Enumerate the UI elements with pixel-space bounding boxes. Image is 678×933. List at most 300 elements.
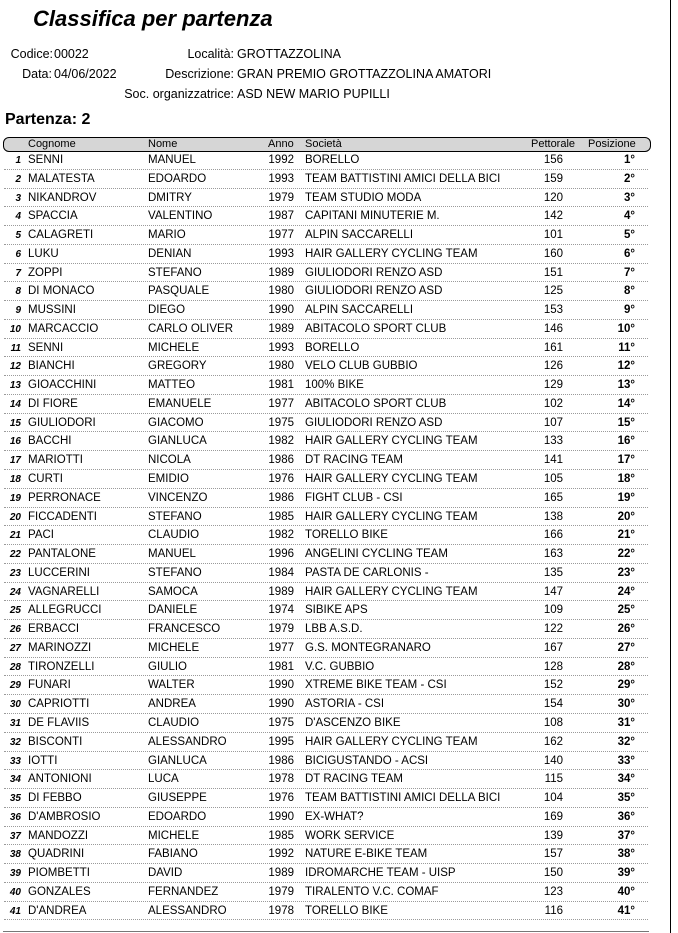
partenza-heading xyxy=(5,111,90,129)
anno-cell: 1989 xyxy=(268,322,294,335)
anno-cell: 1984 xyxy=(268,566,294,579)
table-row xyxy=(0,189,678,208)
pettorale-cell: 128 xyxy=(543,660,563,673)
row-index: 25 xyxy=(9,605,21,617)
row-index: 29 xyxy=(9,680,21,692)
row-index: 38 xyxy=(9,849,21,861)
societa-cell: CAPITANI MINUTERIE M. xyxy=(305,210,440,223)
row-index: 34 xyxy=(9,774,21,786)
anno-cell: 1993 xyxy=(268,247,294,260)
societa-cell: NATURE E-BIKE TEAM xyxy=(305,848,428,861)
cognome-cell: GIULIODORI xyxy=(28,416,96,429)
table-row xyxy=(0,170,678,189)
cognome-cell: MUSSINI xyxy=(28,304,76,317)
societa-cell: HAIR GALLERY CYCLING TEAM xyxy=(305,247,478,260)
pettorale-cell: 162 xyxy=(543,735,563,748)
table-row xyxy=(0,658,678,677)
row-index: 21 xyxy=(9,530,21,542)
posizione-cell: 3° xyxy=(624,191,635,204)
codice-value: 00022 xyxy=(54,47,89,61)
societa-cell: EX-WHAT? xyxy=(305,810,364,823)
nome-cell: MARIO xyxy=(148,229,186,242)
table-row xyxy=(0,245,678,264)
anno-cell: 1990 xyxy=(268,810,294,823)
table-row xyxy=(0,752,678,771)
pettorale-cell: 133 xyxy=(543,435,563,448)
posizione-cell: 25° xyxy=(617,604,635,617)
nome-cell: VALENTINO xyxy=(148,210,213,223)
pettorale-cell: 156 xyxy=(543,154,563,166)
societa-cell: ASTORIA - CSI xyxy=(305,698,385,711)
row-index: 10 xyxy=(9,323,21,335)
cognome-cell: SENNI xyxy=(28,341,64,354)
posizione-cell: 22° xyxy=(617,548,635,561)
cognome-cell: FUNARI xyxy=(28,679,71,692)
nome-cell: WALTER xyxy=(148,679,195,692)
cognome-cell: IOTTI xyxy=(28,754,58,767)
row-index: 23 xyxy=(9,567,21,579)
posizione-cell: 23° xyxy=(617,566,635,579)
cognome-cell: PIOMBETTI xyxy=(28,867,90,880)
table-row xyxy=(0,301,678,320)
row-index: 8 xyxy=(15,286,21,298)
data-label: Data: xyxy=(22,67,52,81)
posizione-cell: 38° xyxy=(617,848,635,861)
anno-cell: 1978 xyxy=(268,904,294,917)
anno-cell: 1976 xyxy=(268,792,294,805)
table-row xyxy=(0,808,678,827)
anno-cell: 1976 xyxy=(268,473,294,486)
localita-value: GROTTAZZOLINA xyxy=(237,47,341,61)
cognome-cell: VAGNARELLI xyxy=(28,585,100,598)
anno-cell: 1986 xyxy=(268,454,294,467)
nome-cell: STEFANO xyxy=(148,566,202,579)
anno-cell: 1978 xyxy=(268,773,294,786)
cognome-cell: DI FIORE xyxy=(28,397,78,410)
cognome-cell: ERBACCI xyxy=(28,623,80,636)
table-row xyxy=(0,789,678,808)
table-row xyxy=(0,883,678,902)
nome-cell: CLAUDIO xyxy=(148,529,200,542)
nome-cell: MICHELE xyxy=(148,641,200,654)
table-row xyxy=(0,357,678,376)
societa-cell: FIGHT CLUB - CSI xyxy=(305,491,403,504)
cognome-cell: MANDOZZI xyxy=(28,829,89,842)
nome-cell: DAVID xyxy=(148,867,183,880)
societa-cell: GIULIODORI RENZO ASD xyxy=(305,416,443,429)
posizione-cell: 26° xyxy=(617,623,635,636)
societa-cell: DT RACING TEAM xyxy=(305,773,403,786)
posizione-cell: 11° xyxy=(618,341,635,354)
societa-cell: HAIR GALLERY CYCLING TEAM xyxy=(305,435,478,448)
nome-cell: SAMOCA xyxy=(148,585,198,598)
societa-cell: BORELLO xyxy=(305,341,360,354)
pettorale-cell: 126 xyxy=(543,360,563,373)
anno-cell: 1980 xyxy=(268,360,294,373)
pettorale-cell: 152 xyxy=(543,679,563,692)
cognome-cell: SENNI xyxy=(28,154,64,166)
anno-cell: 1985 xyxy=(268,829,294,842)
societa-cell: BICIGUSTANDO - ACSI xyxy=(305,754,429,767)
table-row xyxy=(0,845,678,864)
societa-cell: BORELLO xyxy=(305,154,360,166)
data-value: 04/06/2022 xyxy=(54,67,117,81)
nome-cell: FERNANDEZ xyxy=(148,885,219,898)
anno-cell: 1989 xyxy=(268,867,294,880)
cognome-cell: CAPRIOTTI xyxy=(28,698,90,711)
societa-cell: WORK SERVICE xyxy=(305,829,395,842)
row-index: 22 xyxy=(9,549,21,561)
posizione-cell: 41° xyxy=(617,904,635,917)
row-index: 18 xyxy=(9,474,21,486)
table-row xyxy=(0,432,678,451)
posizione-cell: 27° xyxy=(617,641,635,654)
anno-cell: 1990 xyxy=(268,679,294,692)
societa-cell: ABITACOLO SPORT CLUB xyxy=(305,322,447,335)
cognome-cell: PERRONACE xyxy=(28,491,101,504)
cognome-cell: GIOACCHINI xyxy=(28,379,97,392)
nome-cell: ANDREA xyxy=(148,698,196,711)
posizione-cell: 31° xyxy=(617,716,635,729)
posizione-cell: 13° xyxy=(617,379,635,392)
table-row xyxy=(0,733,678,752)
posizione-cell: 30° xyxy=(617,698,635,711)
pettorale-cell: 125 xyxy=(543,285,563,298)
pettorale-cell: 153 xyxy=(543,304,563,317)
table-row xyxy=(0,770,678,789)
cognome-cell: QUADRINI xyxy=(28,848,85,861)
table-row xyxy=(0,526,678,545)
cognome-cell: CURTI xyxy=(28,473,63,486)
row-index: 4 xyxy=(15,211,21,223)
pettorale-cell: 163 xyxy=(543,548,563,561)
cognome-cell: CALAGRETI xyxy=(28,229,94,242)
nome-cell: MICHELE xyxy=(148,829,200,842)
table-row xyxy=(0,902,678,921)
nome-cell: VINCENZO xyxy=(148,491,208,504)
table-row xyxy=(0,451,678,470)
row-index: 27 xyxy=(9,642,21,654)
societa-cell: PASTA DE CARLONIS - xyxy=(305,566,429,579)
row-index: 33 xyxy=(9,755,21,767)
societa-cell: TORELLO BIKE xyxy=(305,904,388,917)
nome-cell: NICOLA xyxy=(148,454,191,467)
table-row xyxy=(0,620,678,639)
table-row xyxy=(0,864,678,883)
table-row xyxy=(0,508,678,527)
pettorale-cell: 107 xyxy=(543,416,563,429)
nome-cell: GIUSEPPE xyxy=(148,792,207,805)
nome-cell: GIACOMO xyxy=(148,416,204,429)
anno-cell: 1989 xyxy=(268,266,294,279)
nome-cell: DMITRY xyxy=(148,191,192,204)
posizione-cell: 35° xyxy=(617,792,635,805)
societa-cell: HAIR GALLERY CYCLING TEAM xyxy=(305,585,478,598)
row-index: 2 xyxy=(15,173,21,185)
table-row xyxy=(0,676,678,695)
anno-cell: 1979 xyxy=(268,191,294,204)
pettorale-cell: 101 xyxy=(543,229,563,242)
anno-cell: 1990 xyxy=(268,698,294,711)
posizione-cell: 15° xyxy=(617,416,635,429)
table-row xyxy=(0,564,678,583)
nome-cell: GIANLUCA xyxy=(148,435,207,448)
posizione-cell: 4° xyxy=(624,210,635,223)
row-index: 17 xyxy=(9,455,21,467)
posizione-cell: 1° xyxy=(624,154,635,166)
societa-cell: GIULIODORI RENZO ASD xyxy=(305,266,443,279)
societa-cell: D'ASCENZO BIKE xyxy=(305,716,401,729)
pettorale-cell: 109 xyxy=(543,604,563,617)
anno-cell: 1986 xyxy=(268,754,294,767)
posizione-cell: 33° xyxy=(617,754,635,767)
cognome-cell: LUKU xyxy=(28,247,59,260)
societa-cell: G.S. MONTEGRANARO xyxy=(305,641,431,654)
bottom-divider xyxy=(3,931,649,932)
cognome-cell: MARIOTTI xyxy=(28,454,83,467)
page-title: Classifica per partenza xyxy=(33,6,273,31)
row-index: 6 xyxy=(15,248,21,260)
pettorale-cell: 108 xyxy=(543,716,563,729)
row-index: 7 xyxy=(15,267,21,279)
row-index: 41 xyxy=(9,905,21,917)
table-row xyxy=(0,695,678,714)
societa-cell: GIULIODORI RENZO ASD xyxy=(305,285,443,298)
posizione-cell: 28° xyxy=(617,660,635,673)
anno-cell: 1974 xyxy=(268,604,294,617)
cognome-cell: D'ANDREA xyxy=(28,904,87,917)
pettorale-cell: 159 xyxy=(543,172,563,185)
societa-cell: TORELLO BIKE xyxy=(305,529,388,542)
anno-cell: 1979 xyxy=(268,885,294,898)
cognome-cell: NIKANDROV xyxy=(28,191,97,204)
pettorale-cell: 167 xyxy=(543,641,563,654)
posizione-cell: 14° xyxy=(617,397,635,410)
pettorale-cell: 123 xyxy=(543,885,563,898)
nome-cell: GIANLUCA xyxy=(148,754,207,767)
societa-cell: ALPIN SACCARELLI xyxy=(305,229,414,242)
nome-cell: GREGORY xyxy=(148,360,207,373)
table-row xyxy=(0,470,678,489)
pettorale-cell: 104 xyxy=(543,792,563,805)
col-societa: Società xyxy=(305,138,342,150)
row-index: 37 xyxy=(9,830,21,842)
posizione-cell: 24° xyxy=(617,585,635,598)
row-index: 12 xyxy=(9,361,21,373)
posizione-cell: 39° xyxy=(617,867,635,880)
societa-cell: TIRALENTO V.C. COMAF xyxy=(305,885,439,898)
codice-label: Codice: xyxy=(10,47,53,61)
nome-cell: ALESSANDRO xyxy=(148,735,227,748)
row-index: 24 xyxy=(9,586,21,598)
societa-cell: VELO CLUB GUBBIO xyxy=(305,360,418,373)
cognome-cell: D'AMBROSIO xyxy=(28,810,101,823)
anno-cell: 1986 xyxy=(268,491,294,504)
cognome-cell: MARCACCIO xyxy=(28,322,99,335)
societa-cell: DT RACING TEAM xyxy=(305,454,403,467)
col-pettorale: Pettorale xyxy=(531,138,576,150)
col-anno: Anno xyxy=(268,138,294,150)
pettorale-cell: 140 xyxy=(543,754,563,767)
nome-cell: EMIDIO xyxy=(148,473,189,486)
posizione-cell: 32° xyxy=(617,735,635,748)
pettorale-cell: 102 xyxy=(543,397,563,410)
row-index: 13 xyxy=(9,380,21,392)
table-header xyxy=(3,137,651,152)
row-index: 30 xyxy=(9,699,21,711)
anno-cell: 1977 xyxy=(268,641,294,654)
table-row xyxy=(0,282,678,301)
pettorale-cell: 120 xyxy=(543,191,563,204)
cognome-cell: PANTALONE xyxy=(28,548,96,561)
row-index: 11 xyxy=(10,342,21,354)
nome-cell: MANUEL xyxy=(148,548,196,561)
anno-cell: 1993 xyxy=(268,341,294,354)
cognome-cell: ZOPPI xyxy=(28,266,63,279)
pettorale-cell: 157 xyxy=(543,848,563,861)
cognome-cell: GONZALES xyxy=(28,885,91,898)
nome-cell: STEFANO xyxy=(148,510,202,523)
nome-cell: LUCA xyxy=(148,773,179,786)
posizione-cell: 8° xyxy=(624,285,635,298)
anno-cell: 1975 xyxy=(268,716,294,729)
posizione-cell: 37° xyxy=(617,829,635,842)
row-index: 31 xyxy=(9,717,21,729)
table-row xyxy=(0,207,678,226)
nome-cell: GIULIO xyxy=(148,660,187,673)
posizione-cell: 7° xyxy=(624,266,635,279)
nome-cell: CLAUDIO xyxy=(148,716,200,729)
nome-cell: EDOARDO xyxy=(148,810,207,823)
nome-cell: DENIAN xyxy=(148,247,192,260)
societa-cell: HAIR GALLERY CYCLING TEAM xyxy=(305,735,478,748)
row-index: 19 xyxy=(9,492,21,504)
pettorale-cell: 147 xyxy=(543,585,563,598)
societa-cell: IDROMARCHE TEAM - UISP xyxy=(305,867,456,880)
cognome-cell: MARINOZZI xyxy=(28,641,92,654)
societa-cell: 100% BIKE xyxy=(305,379,364,392)
pettorale-cell: 105 xyxy=(543,473,563,486)
anno-cell: 1992 xyxy=(268,154,294,166)
row-index: 14 xyxy=(9,398,21,410)
cognome-cell: BISCONTI xyxy=(28,735,83,748)
societa-cell: HAIR GALLERY CYCLING TEAM xyxy=(305,473,478,486)
pettorale-cell: 141 xyxy=(543,454,563,467)
table-row xyxy=(0,489,678,508)
pettorale-cell: 142 xyxy=(543,210,563,223)
row-index: 20 xyxy=(9,511,21,523)
cognome-cell: ALLEGRUCCI xyxy=(28,604,102,617)
societa-cell: SIBIKE APS xyxy=(305,604,368,617)
anno-cell: 1982 xyxy=(268,529,294,542)
posizione-cell: 16° xyxy=(617,435,635,448)
posizione-cell: 9° xyxy=(624,304,635,317)
posizione-cell: 19° xyxy=(617,491,635,504)
posizione-cell: 10° xyxy=(617,322,635,335)
cognome-cell: TIRONZELLI xyxy=(28,660,95,673)
table-row xyxy=(0,376,678,395)
col-posizione: Posizione xyxy=(588,138,636,150)
anno-cell: 1992 xyxy=(268,848,294,861)
nome-cell: FABIANO xyxy=(148,848,198,861)
table-row xyxy=(0,151,678,170)
row-index: 28 xyxy=(9,661,21,673)
anno-cell: 1995 xyxy=(268,735,294,748)
pettorale-cell: 161 xyxy=(543,341,563,354)
nome-cell: STEFANO xyxy=(148,266,202,279)
pettorale-cell: 151 xyxy=(543,266,563,279)
anno-cell: 1977 xyxy=(268,229,294,242)
cognome-cell: FICCADENTI xyxy=(28,510,97,523)
nome-cell: MATTEO xyxy=(148,379,196,392)
pettorale-cell: 146 xyxy=(543,322,563,335)
table-row xyxy=(0,827,678,846)
table-row xyxy=(0,226,678,245)
anno-cell: 1985 xyxy=(268,510,294,523)
row-index: 35 xyxy=(9,793,21,805)
societa-cell: ANGELINI CYCLING TEAM xyxy=(305,548,448,561)
societa-cell: ABITACOLO SPORT CLUB xyxy=(305,397,447,410)
pettorale-cell: 165 xyxy=(543,491,563,504)
cognome-cell: ANTONIONI xyxy=(28,773,92,786)
table-row xyxy=(0,395,678,414)
row-index: 15 xyxy=(9,417,21,429)
row-index: 16 xyxy=(9,436,21,448)
table-row xyxy=(0,639,678,658)
row-index: 3 xyxy=(15,192,21,204)
descrizione-value: GRAN PREMIO GROTTAZZOLINA AMATORI xyxy=(237,67,492,81)
posizione-cell: 2° xyxy=(624,172,635,185)
row-index: 9 xyxy=(15,305,21,317)
societa-cell: XTREME BIKE TEAM - CSI xyxy=(305,679,447,692)
cognome-cell: DI FEBBO xyxy=(28,792,82,805)
posizione-cell: 21° xyxy=(617,529,635,542)
pettorale-cell: 116 xyxy=(544,904,563,917)
cognome-cell: DE FLAVIIS xyxy=(28,716,90,729)
row-index: 5 xyxy=(15,230,21,242)
table-row xyxy=(0,714,678,733)
row-index: 40 xyxy=(9,886,21,898)
cognome-cell: MALATESTA xyxy=(28,172,95,185)
pettorale-cell: 139 xyxy=(543,829,563,842)
posizione-cell: 29° xyxy=(617,679,635,692)
row-index: 26 xyxy=(9,624,21,636)
anno-cell: 1975 xyxy=(268,416,294,429)
anno-cell: 1989 xyxy=(268,585,294,598)
pettorale-cell: 154 xyxy=(543,698,563,711)
anno-cell: 1977 xyxy=(268,397,294,410)
posizione-cell: 5° xyxy=(624,229,635,242)
cognome-cell: SPACCIA xyxy=(28,210,78,223)
nome-cell: EDOARDO xyxy=(148,172,207,185)
soc-organizzatrice-value: ASD NEW MARIO PUPILLI xyxy=(237,87,390,101)
table-row xyxy=(0,264,678,283)
posizione-cell: 12° xyxy=(617,360,635,373)
row-index: 32 xyxy=(9,736,21,748)
pettorale-cell: 169 xyxy=(543,810,563,823)
cognome-cell: BACCHI xyxy=(28,435,72,448)
anno-cell: 1987 xyxy=(268,210,294,223)
cognome-cell: DI MONACO xyxy=(28,285,95,298)
pettorale-cell: 150 xyxy=(543,867,563,880)
pettorale-cell: 135 xyxy=(543,566,563,579)
row-index: 36 xyxy=(9,811,21,823)
anno-cell: 1996 xyxy=(268,548,294,561)
anno-cell: 1990 xyxy=(268,304,294,317)
table-row xyxy=(0,545,678,564)
nome-cell: CARLO OLIVER xyxy=(148,322,233,335)
posizione-cell: 34° xyxy=(617,773,635,786)
